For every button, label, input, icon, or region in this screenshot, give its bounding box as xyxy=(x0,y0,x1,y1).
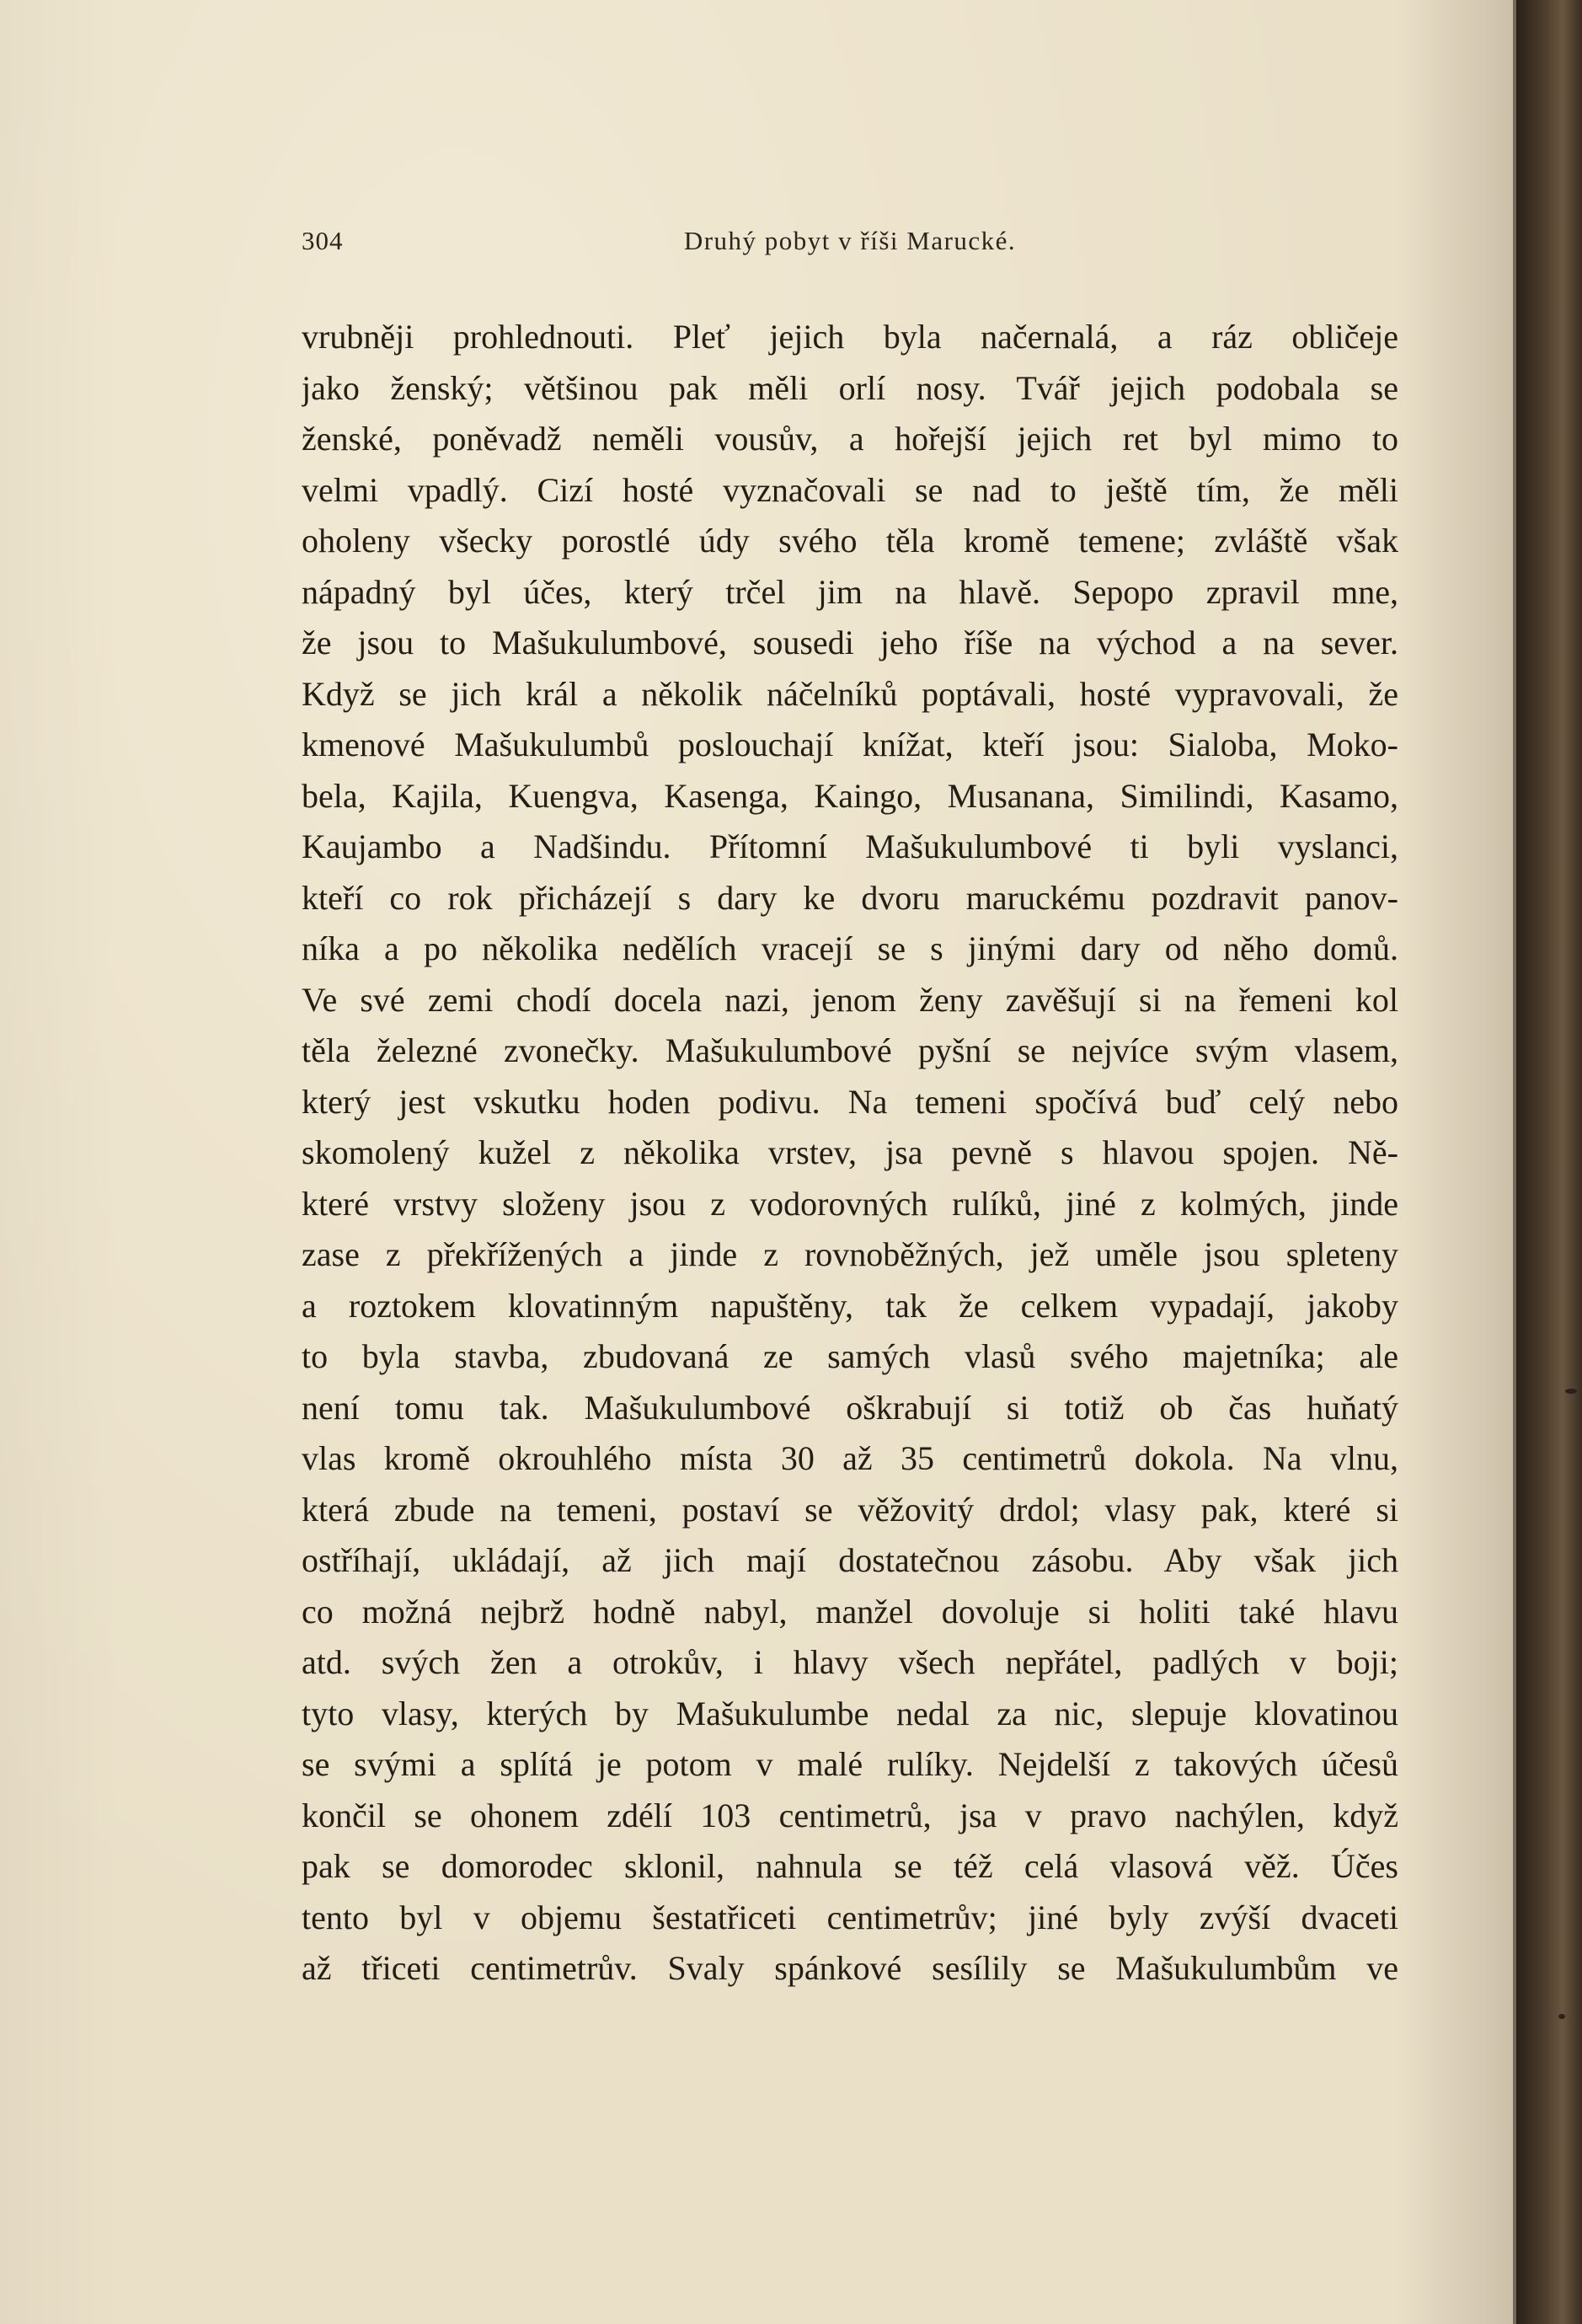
paper-speck xyxy=(1558,2014,1565,2019)
paper-speck xyxy=(1565,1389,1577,1394)
text-line: co možná nejbrž hodně nabyl, manžel dovoluje si holiti také hlavu xyxy=(302,1592,1398,1631)
text-line: který jest vskutku hoden podivu. Na temeni spočívá buď celý nebo xyxy=(302,1082,1398,1121)
page-number: 304 xyxy=(302,226,344,255)
text-line: jako ženský; většinou pak měli orlí nosy. Tvář jejich podobala se xyxy=(302,368,1398,407)
text-line: ostříhají, ukládají, až jich mají dostatečnou zásobu. Aby však jich xyxy=(302,1541,1398,1579)
text-line: níka a po několika nedělích vracejí se s jinými dary od něho domů. xyxy=(302,929,1398,967)
text-line: která zbude na temeni, postaví se věžovitý drdol; vlasy pak, které si xyxy=(302,1490,1398,1529)
text-line: velmi vpadlý. Cizí hosté vyznačovali se nad to ještě tím, že měli xyxy=(302,470,1398,509)
text-line: se svými a splítá je potom v malé rulíky. Nejdelší z takových účesů xyxy=(302,1745,1398,1783)
body-text xyxy=(302,312,1398,1995)
text-line: to byla stavba, zbudovaná ze samých vlasů svého majetníka; ale xyxy=(302,1337,1398,1375)
text-line: není tomu tak. Mašukulumbové oškrabují si totiž ob čas huňatý xyxy=(302,1388,1398,1427)
text-line: pak se domorodec sklonil, nahnula se též celá vlasová věž. Účes xyxy=(302,1847,1398,1885)
text-line: nápadný byl účes, který trčel jim na hlavě. Sepopo zpravil mne, xyxy=(302,572,1398,611)
text-line: atd. svých žen a otrokův, i hlavy všech nepřátel, padlých v boji; xyxy=(302,1643,1398,1681)
text-line: že jsou to Mašukulumbové, sousedi jeho říše na východ a na sever. xyxy=(302,624,1398,661)
text-line: kmenové Mašukulumbů poslouchají knížat, kteří jsou: Sialoba, Moko- xyxy=(302,726,1398,763)
text-line: tento byl v objemu šestatřiceti centimetrův; jiné byly zvýší dvaceti xyxy=(302,1898,1398,1936)
text-line: zase z překřížených a jinde z rovnoběžných, jež uměle jsou spleteny xyxy=(302,1235,1398,1273)
book-spine xyxy=(1516,0,1582,2324)
text-line: Ve své zemi chodí docela nazi, jenom ženy zavěšují si na řemeni kol xyxy=(302,980,1398,1019)
text-line: oholeny všecky porostlé údy svého těla kromě temene; zvláště však xyxy=(302,522,1398,560)
text-line: těla železné zvonečky. Mašukulumbové pyšní se nejvíce svým vlasem, xyxy=(302,1031,1398,1069)
text-line: kteří co rok přicházejí s dary ke dvoru maruckému pozdravit panov- xyxy=(302,878,1398,917)
running-title: Druhý pobyt v říši Marucké. xyxy=(683,226,1017,255)
text-line: až třiceti centimetrův. Svaly spánkové sesílily se Mašukulumbům ve xyxy=(302,1949,1398,1987)
text-line: tyto vlasy, kterých by Mašukulumbe nedal za nic, slepuje klovatinou xyxy=(302,1694,1398,1732)
text-line: končil se ohonem zdélí 103 centimetrů, jsa v pravo nachýlen, když xyxy=(302,1796,1398,1834)
text-line: Kaujambo a Nadšindu. Přítomní Mašukulumbové ti byli vyslanci, xyxy=(302,827,1398,865)
text-line: které vrstvy složeny jsou z vodorovných rulíků, jiné z kolmých, jinde xyxy=(302,1184,1398,1223)
page-header xyxy=(302,226,1398,268)
text-line: a roztokem klovatinným napuštěny, tak že celkem vypadají, jakoby xyxy=(302,1286,1398,1325)
text-line: Když se jich král a několik náčelníků poptávali, hosté vypravovali, že xyxy=(302,674,1398,713)
text-line: vrubněji prohlednouti. Pleť jejich byla načernalá, a ráz obličeje xyxy=(302,318,1398,356)
text-line: bela, Kajila, Kuengva, Kasenga, Kaingo, Musanana, Similindi, Kasamo, xyxy=(302,776,1398,815)
text-line: vlas kromě okrouhlého místa 30 až 35 centimetrů dokola. Na vlnu, xyxy=(302,1439,1398,1477)
text-line: ženské, poněvadž neměli vousův, a hořejší jejich ret byl mimo to xyxy=(302,420,1398,458)
text-line: skomolený kužel z několika vrstev, jsa pevně s hlavou spojen. Ně- xyxy=(302,1133,1398,1171)
